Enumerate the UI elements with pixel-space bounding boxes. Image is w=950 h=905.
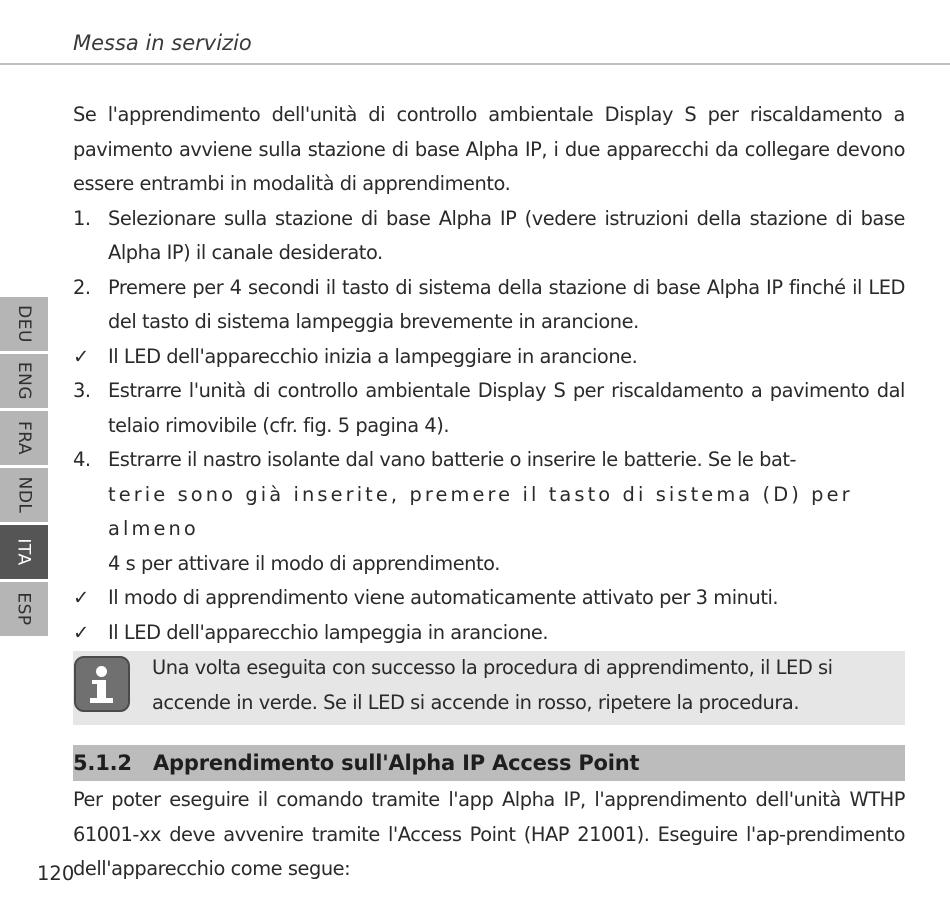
result-item: [73, 581, 905, 616]
step-item: [73, 374, 905, 443]
result-text: Il LED dell'apparecchio inizia a lampeggiare in arancione.: [108, 344, 638, 368]
info-icon: [74, 656, 130, 712]
result-item: [73, 616, 905, 651]
section-body: Per poter eseguire il comando tramite l'app Alpha IP, l'apprendimento dell'unità WTHP 61001-xx deve avvenire tramite l'Access Point (HAP 21001). Eseguire l'ap-prendimento dell'apparecchio come segue:: [73, 788, 905, 880]
language-tab-label: DEU: [14, 305, 34, 343]
language-tab-deu[interactable]: [0, 297, 48, 351]
step-number: 3.: [73, 379, 91, 402]
language-tab-ita[interactable]: [0, 525, 48, 579]
checkmark-icon: ✓: [73, 344, 89, 368]
step-item: [73, 271, 905, 340]
section-title: Apprendimento sull'Alpha IP Access Point: [153, 751, 640, 775]
header-divider: [0, 63, 950, 65]
step-text: Selezionare sulla stazione di base Alpha IP (vedere istruzioni della stazione di base Alpha IP) il canale desiderato.: [108, 206, 905, 264]
intro-paragraph: Se l'apprendimento dell'unità di controllo ambientale Display S per riscaldamento a pavimento avviene sulla stazione di base Alpha IP, i due apparecchi da collegare devono essere entrambi in modalità di apprendimento.: [73, 103, 905, 195]
result-text: Il LED dell'apparecchio lampeggia in arancione.: [108, 620, 549, 644]
step-item: [73, 202, 905, 271]
language-tab-label: FRA: [14, 420, 34, 456]
step-number: 4.: [73, 448, 91, 471]
step-text-line: 4 s per attivare il modo di apprendimento.: [108, 551, 500, 575]
step-text: Premere per 4 secondi il tasto di sistema della stazione di base Alpha IP finché il LED del tasto di sistema lampeggia brevemente in arancione.: [108, 275, 905, 333]
info-note: [73, 651, 905, 725]
checkmark-icon: ✓: [73, 586, 89, 609]
page-number: 120: [37, 862, 75, 885]
language-tab-label: NDL: [14, 476, 34, 514]
step-number: 2.: [73, 275, 91, 299]
result-text: Il modo di apprendimento viene automaticamente attivato per 3 minuti.: [108, 586, 779, 609]
main-content: [73, 98, 905, 887]
step-text-line: Estrarre il nastro isolante dal vano batterie o inserire le batterie. Se le bat-: [108, 448, 797, 471]
language-tab-fra[interactable]: [0, 411, 48, 465]
section-number: 5.1.2: [73, 751, 132, 775]
language-tab-label: ESP: [13, 592, 34, 626]
step-text-line: terie sono già inserite, premere il tasto di sistema (D) per almeno: [108, 482, 853, 540]
checkmark-icon: ✓: [73, 620, 89, 644]
result-item: [73, 340, 905, 375]
language-tab-esp[interactable]: [0, 582, 48, 636]
language-tabs: [0, 297, 48, 639]
section-heading: [73, 745, 905, 781]
info-note-text: Una volta eseguita con successo la procedura di apprendimento, il LED si accende in verde. Se il LED si accende in rosso, ripetere la procedura.: [152, 656, 833, 714]
step-item: [73, 443, 905, 581]
language-tab-ndl[interactable]: [0, 468, 48, 522]
page-header-title: Messa in servizio: [73, 31, 252, 55]
step-number: 1.: [73, 206, 91, 230]
language-tab-label: ITA: [14, 538, 34, 566]
language-tab-label: ENG: [13, 361, 34, 401]
language-tab-eng[interactable]: [0, 354, 48, 408]
step-text: Estrarre l'unità di controllo ambientale Display S per riscaldamento a pavimento dal telaio rimovibile (cfr. fig. 5 pagina 4).: [108, 379, 905, 437]
